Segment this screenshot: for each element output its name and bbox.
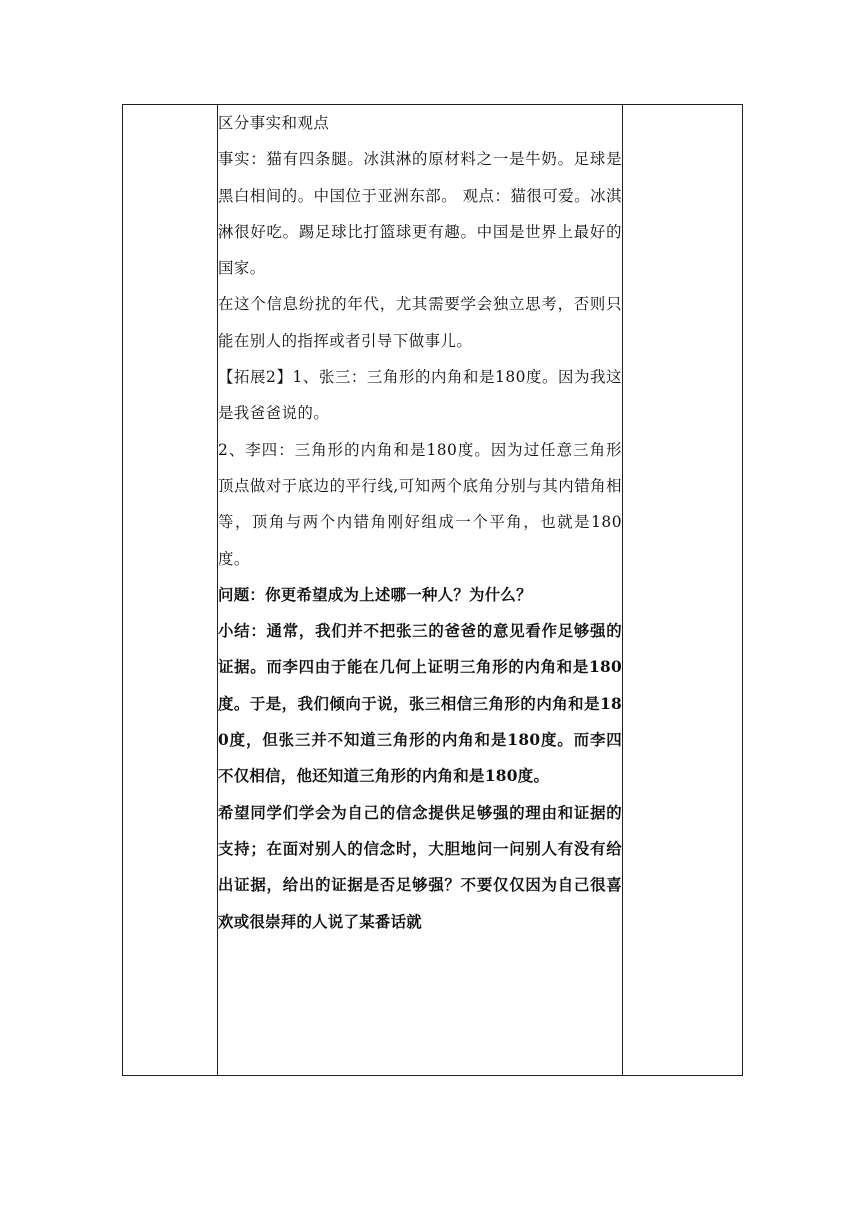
- lesson-table: [122, 104, 743, 1076]
- paragraph-summary: 小结：通常，我们并不把张三的爸爸的意见看作足够强的证据。而李四由于能在几何上证明三角形的内角和是180度。于是，我们倾向于说，张三相信三角形的内角和是180度，但张三并不知道三角形的内角和是180度。而李四不仅相信，他还知道三角形的内角和是180度。: [218, 622, 622, 786]
- paragraph-independent-thinking: 在这个信息纷扰的年代，尤其需要学会独立思考，否则只能在别人的指挥或者引导下做事儿。: [218, 295, 622, 350]
- paragraph-question: 问题：你更希望成为上述哪一种人？为什么？: [218, 585, 532, 604]
- left-column-cell: [123, 105, 218, 1076]
- paragraph-hope: 希望同学们学会为自己的信念提供足够强的理由和证据的支持；在面对别人的信念时，大胆地问一问别人有没有给出证据，给出的证据是否足够强？不要仅仅因为自己很喜欢或很崇拜的人说了某番话就: [218, 803, 622, 931]
- table-row: [123, 105, 743, 1076]
- paragraph-heading: 区分事实和观点: [218, 114, 330, 132]
- paragraph-extension-zhangsan: 【拓展2】1、张三：三角形的内角和是180度。因为我这是我爸爸说的。: [218, 368, 622, 423]
- paragraph-extension-lisi: 2、李四：三角形的内角和是180度。因为过任意三角形顶点做对于底边的平行线,可知两个底角分别与其内错角相等，顶角与两个内错角刚好组成一个平角，也就是180度。: [218, 440, 622, 568]
- right-column-cell: [623, 105, 743, 1076]
- content-cell: [218, 105, 623, 1076]
- paragraph-facts-opinions: 事实：猫有四条腿。冰淇淋的原材料之一是牛奶。足球是黑白相间的。中国位于亚洲东部。 观点：猫很可爱。冰淇淋很好吃。踢足球比打篮球更有趣。中国是世界上最好的国家。: [218, 150, 622, 278]
